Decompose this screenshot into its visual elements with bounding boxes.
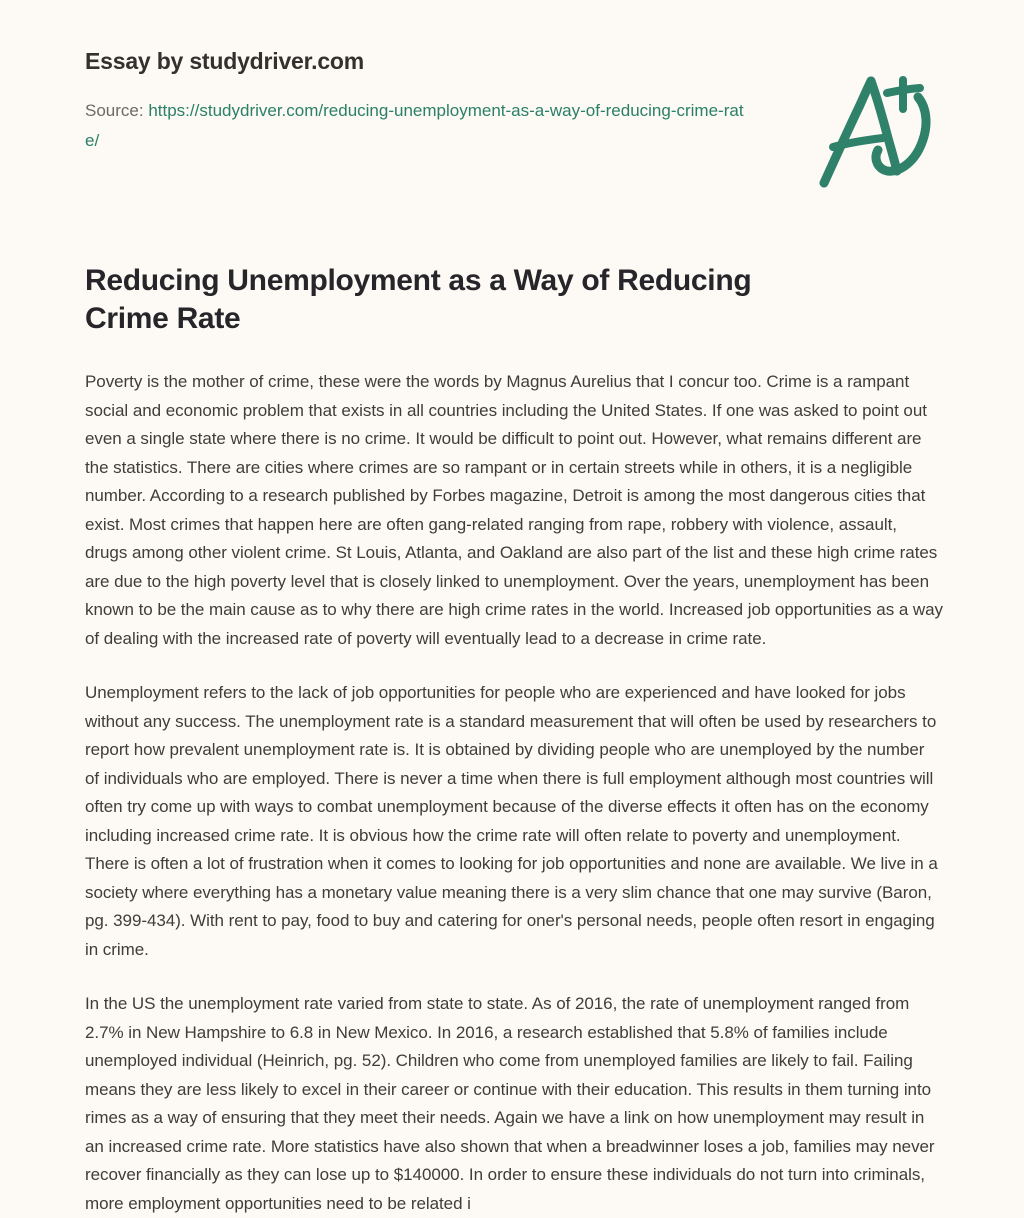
brand-title: Essay by studydriver.com: [85, 48, 365, 74]
essay-body: [85, 368, 943, 1218]
essay-paragraph: In the US the unemployment rate varied from state to state. As of 2016, the rate of unemployment ranged from 2.7% in New Hampshire to 6.8 in New Mexico. In 2016, a research established that 5.8% of families include unemployed individual (Heinrich, pg. 52). Children who come from unemployed families are likely to fail. Failing means they are less likely to excel in their career or continue with their education. This results in them turning into rimes as a way of ensuring that they meet their needs. Again we have a link on how unemployment may result in an increased crime rate. More statistics have also shown that when a breadwinner loses a job, families may never recover financially as they can lose up to $140000. In order to ensure these individuals do not turn into criminals, more employment opportunities need to be related i: [85, 994, 935, 1213]
source-label: Source:: [85, 100, 144, 120]
source-line: [85, 96, 757, 156]
page-title: Reducing Unemployment as a Way of Reducing Crime Rate: [85, 264, 752, 335]
document-content: [85, 262, 943, 1218]
source-url-link[interactable]: https://studydriver.com/reducing-unemployment-as-a-way-of-reducing-crime-rate/: [85, 100, 744, 150]
essay-paragraph: Unemployment refers to the lack of job opportunities for people who are experienced and have looked for jobs without any success. The unemployment rate is a standard measurement that will often be used by researchers to report how prevalent unemployment rate is. It is obtained by dividing people who are unemployed by the number of individuals who are employed. There is never a time when there is full employment although most countries will often try come up with ways to combat unemployment because of the diverse effects it often has on the economy including increased crime rate. It is obvious how the crime rate will often relate to poverty and unemployment. There is often a lot of frustration when it comes to looking for job opportunities and none are available. We live in a society where everything has a monetary value meaning there is a very slim chance that one may survive (Baron, pg. 399-434). With rent to pay, food to buy and catering for oner's personal needs, people often resort in engaging in crime.: [85, 683, 938, 959]
a-plus-logo: [808, 62, 944, 194]
page-header: [85, 47, 805, 156]
essay-paragraph: Poverty is the mother of crime, these were the words by Magnus Aurelius that I concur too. Crime is a rampant social and economic problem that exists in all countries including the United States. If one was asked to point out even a single state where there is no crime. It would be difficult to point out. However, what remains different are the statistics. There are cities where crimes are so rampant or in certain streets while in others, it is a negligible number. According to a research published by Forbes magazine, Detroit is among the most dangerous cities that exist. Most crimes that happen here are often gang-related ranging from rape, robbery with violence, assault, drugs among other violent crime. St Louis, Atlanta, and Oakland are also part of the list and these high crime rates are due to the high poverty level that is closely linked to unemployment. Over the years, unemployment has been known to be the main cause as to why there are high crime rates in the world. Increased job opportunities as a way of dealing with the increased rate of poverty will eventually lead to a decrease in crime rate.: [85, 372, 943, 648]
